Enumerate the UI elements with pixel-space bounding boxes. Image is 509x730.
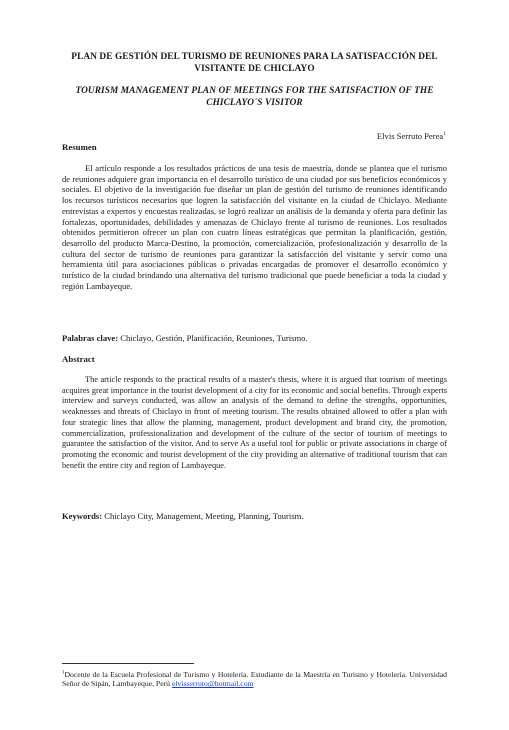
abstract-heading: Abstract [62, 354, 95, 364]
title-spanish: PLAN DE GESTIÓN DEL TURISMO DE REUNIONES PARA LA SATISFACCIÓN DEL VISITANTE DE CHICLAYO [71, 52, 438, 74]
author-name: Elvis Serruto Perea [376, 131, 444, 141]
palabras-clave-text: Chiclayo, Gestión, Planificación, Reuniones, Turismo. [120, 333, 308, 343]
footnote-text: Docente de la Escuela Profesional de Turismo y Hotelería. Estudiante de la Maestría en Turismo y Hotelería. Universidad Señor de Sipán, Lambayeque, Perú [62, 670, 447, 689]
author-email-link[interactable]: elvisserruto@hotmail.com [171, 679, 254, 689]
palabras-clave [62, 333, 447, 343]
keywords [62, 511, 447, 521]
footnote [62, 670, 447, 689]
footnote-divider [62, 663, 194, 664]
title-english: TOURISM MANAGEMENT PLAN OF MEETINGS FOR THE SATISFACTION OF THE CHICLAYO´S VISITOR [75, 86, 434, 108]
author-line [377, 131, 446, 141]
abstract-paragraph: The article responds to the practical results of a master's thesis, where it is argued that tourism of meetings acquires great importance in the tourist development of a city for its economic and social benefits. Through experts interview and surveys conducted, was allow an analysis of the demand to define the strengths, opportunities, weaknesses and threats of Chiclayo in front of meeting tourism. The results obtained allowed to offer a plan with four strategic lines that allow the planning, management, product development and brand city, the promotion, commercialization, professionalization and development of the culture of the sector of tourism of meetings to guarantee the satisfaction of the visitor. And to serve As a useful tool for public or private associations in charge of promoting the economic and tourist development of the city providing an alternative of traditional tourism that can benefit the entire city and region of Lambayeque. [62, 375, 447, 470]
footnote-mark: 1 [62, 670, 65, 676]
keywords-label: Keywords: [62, 511, 103, 521]
palabras-clave-label: Palabras clave: [62, 333, 119, 343]
author-footnote-mark[interactable]: 1 [443, 131, 446, 138]
keywords-text: Chiclayo City, Management, Meeting, Planning, Tourism. [104, 511, 304, 521]
resumen-paragraph: El artículo responde a los resultados prácticos de una tesis de maestría, donde se plantea que el turismo de reuniones adquiere gran importancia en el desarrollo turístico de una ciudad por sus beneficios económicos y sociales. El objetivo de la investigación fue diseñar un plan de gestión del turismo de reuniones identificando los recursos turísticos necesarios que logren la satisfacción del visitante en la ciudad de Chiclayo. Mediante entrevistas a expertos y encuestas realizadas, se logró realizar un análisis de la demanda y oferta para definir las fortalezas, oportunidades, debilidades y amenazas de Chiclayo frente al turismo de reuniones. Los resultados obtenidos permitieron ofrecer un plan con cuatro líneas estratégicas que permitan la planificación, gestión, desarrollo del producto Marca-Destino, la promoción, comercialización, profesionalización y desarrollo de la cultura del sector de turismo de reuniones para garantizar la satisfacción del visitante y servir como una herramienta útil para asociaciones públicas o privadas encargadas de promover el desarrollo económico y turístico de la ciudad brindando una alternativa del turismo tradicional que puede beneficiar a toda la ciudad y región Lambayeque. [62, 163, 447, 291]
resumen-heading: Resumen [62, 142, 97, 152]
